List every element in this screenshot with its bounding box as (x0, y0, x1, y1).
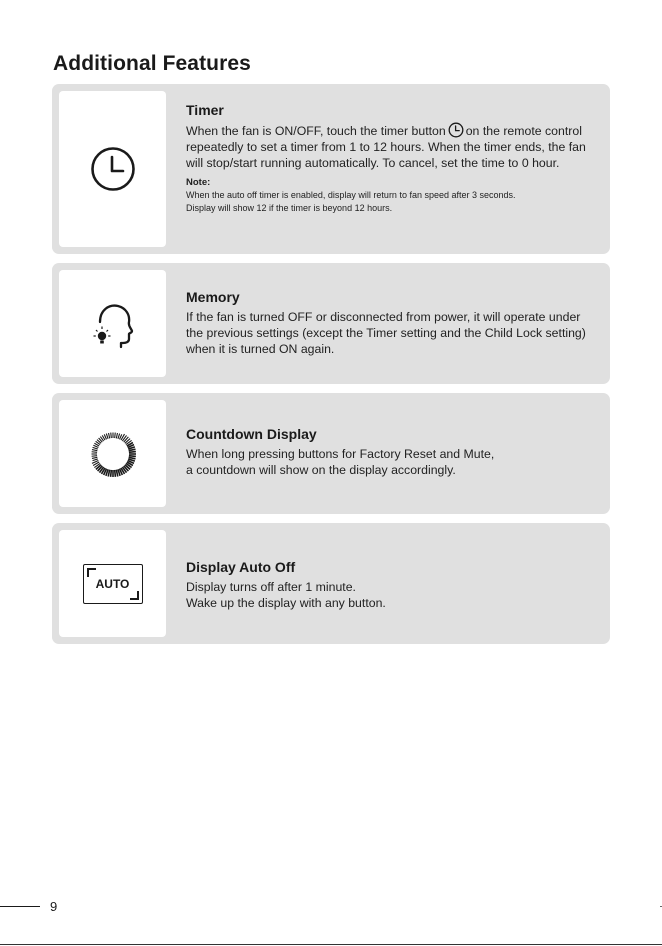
countdown-tick (91, 455, 96, 456)
memory-heading: Memory (186, 289, 240, 305)
corner-bracket-bottom-right-icon (129, 590, 139, 600)
countdown-tick (91, 457, 96, 458)
countdown-tick (128, 451, 135, 452)
timer-note-label: Note: (186, 177, 211, 188)
countdown-tick (117, 433, 119, 438)
countdown-tick (106, 433, 108, 438)
countdown-tick (91, 449, 96, 450)
timer-heading: Timer (186, 102, 224, 118)
countdown-tick (114, 469, 115, 476)
feature-card-countdown (52, 393, 610, 514)
countdown-tick (116, 469, 117, 476)
display-auto-off-content (186, 559, 596, 611)
auto-display-icon (83, 564, 143, 604)
icon-box-auto (59, 530, 166, 637)
display-auto-off-body-line-1: Display turns off after 1 minute. (186, 580, 356, 594)
countdown-tick (108, 432, 109, 437)
countdown-body-line-2: a countdown will show on the display accordingly. (186, 463, 456, 477)
countdown-tick (128, 449, 135, 450)
timer-clock-icon (90, 146, 136, 192)
countdown-tick (91, 451, 96, 452)
countdown-tick (128, 457, 135, 458)
display-auto-off-heading: Display Auto Off (186, 559, 296, 575)
feature-card-display-auto-off (52, 523, 610, 644)
memory-content (186, 289, 596, 357)
timer-note-line-1: When the auto off timer is enabled, display will return to fan speed after 3 seconds. (186, 190, 516, 200)
feature-card-memory (52, 263, 610, 384)
countdown-body-line-1: When long pressing buttons for Factory Reset and Mute, (186, 447, 495, 461)
countdown-tick (114, 432, 115, 437)
feature-card-timer (52, 84, 610, 254)
countdown-tick (92, 447, 97, 449)
memory-body: If the fan is turned OFF or disconnected from power, it will operate under the previous settings (except the Timer setting and the Child Lock setting) when it is turned ON again. (186, 310, 586, 356)
timer-content (186, 102, 596, 214)
timer-body-start: When the fan is ON/OFF, touch the timer button (186, 124, 446, 138)
auto-label: AUTO (95, 576, 130, 591)
memory-head-bulb-icon (88, 299, 138, 349)
icon-box-countdown (59, 400, 166, 507)
page-title: Additional Features (53, 52, 251, 75)
timer-body (186, 122, 596, 171)
icon-box-memory (59, 270, 166, 377)
timer-note-line-2: Display will show 12 if the timer is beyond 12 hours. (186, 202, 393, 213)
corner-bracket-top-left-icon (87, 568, 97, 578)
countdown-content (186, 426, 596, 478)
display-auto-off-body-line-2: Wake up the display with any button. (186, 596, 386, 610)
countdown-tick (92, 458, 97, 460)
page-number: 9 (50, 899, 58, 914)
countdown-ring-icon (88, 429, 138, 479)
countdown-tick (110, 432, 111, 437)
countdown-tick (116, 432, 117, 437)
page-number-rule (0, 906, 40, 907)
page-bottom-rule (0, 944, 662, 945)
timer-body-end: on the remote control repeatedly to set a timer from 1 to 12 hours. When the timer ends, the fan will stop/start running automatically. To cancel, set the time to 0 hour. (186, 124, 586, 170)
icon-box-timer (59, 91, 166, 247)
clock-icon (448, 122, 464, 138)
countdown-tick (128, 455, 135, 456)
countdown-tick (110, 469, 111, 476)
countdown-tick (108, 469, 109, 476)
countdown-heading: Countdown Display (186, 426, 317, 442)
